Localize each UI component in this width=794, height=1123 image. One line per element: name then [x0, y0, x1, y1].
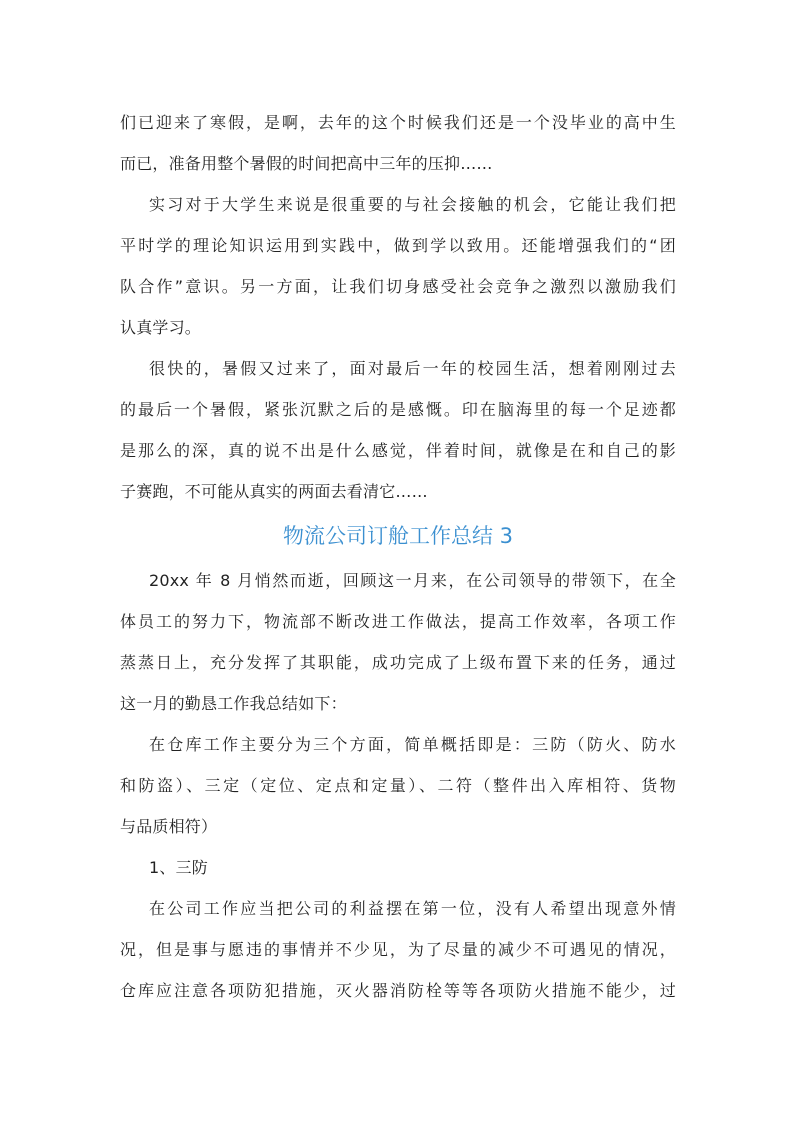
section-heading: 物流公司订舱工作总结 3 [282, 524, 514, 548]
list-heading: 1、三防 [149, 858, 208, 877]
text-line: 而已，准备用整个暑假的时间把高中三年的压抑…… [120, 154, 493, 173]
text-line: 的最后一个暑假，紧张沉默之后的是感慨。印在脑海里的每一个足迹都 [120, 400, 676, 419]
text-line: 子赛跑，不可能从真实的两面去看清它…… [120, 482, 428, 501]
text-line: 仓库应注意各项防犯措施，灭火器消防栓等等各项防火措施不能少，过 [120, 981, 676, 1000]
text-line: 20xx 年 8 月悄然而逝，回顾这一月来，在公司领导的带领下，在全 [149, 571, 676, 590]
text-line: 况，但是事与愿违的事情并不少见，为了尽量的减少不可遇见的情况， [120, 940, 676, 959]
text-line: 和防盗）、三定（定位、定点和定量）、二符（整件出入库相符、货物 [120, 776, 676, 795]
text-line: 体员工的努力下，物流部不断改进工作做法，提高工作效率，各项工作 [120, 612, 676, 631]
paragraph [120, 348, 676, 512]
text-line: 这一月的勤恳工作我总结如下： [120, 694, 347, 713]
text-line: 平时学的理论知识运用到实践中，做到学以致用。还能增强我们的“团 [120, 236, 676, 255]
paragraph [120, 888, 676, 1011]
paragraph [120, 847, 676, 888]
text-line: 队合作”意识。另一方面，让我们切身感受社会竞争之激烈以激励我们 [120, 277, 676, 296]
paragraph [120, 724, 676, 847]
paragraph [120, 184, 676, 348]
text-line: 们已迎来了寒假，是啊，去年的这个时候我们还是一个没毕业的高中生 [120, 113, 676, 132]
text-line: 蒸蒸日上，充分发挥了其职能，成功完成了上级布置下来的任务，通过 [120, 653, 676, 672]
text-line: 认真学习。 [120, 318, 202, 337]
document-page [120, 102, 676, 1011]
paragraph [120, 560, 676, 724]
text-line: 在公司工作应当把公司的利益摆在第一位，没有人希望出现意外情 [149, 899, 676, 918]
text-line: 很快的，暑假又过来了，面对最后一年的校园生活，想着刚刚过去 [149, 359, 676, 378]
text-line: 是那么的深，真的说不出是什么感觉，伴着时间，就像是在和自己的影 [120, 441, 676, 460]
paragraph [120, 102, 676, 184]
text-line: 在仓库工作主要分为三个方面，简单概括即是：三防（防火、防水 [149, 735, 676, 754]
text-line: 与品质相符） [120, 817, 218, 836]
text-line: 实习对于大学生来说是很重要的与社会接触的机会，它能让我们把 [149, 195, 676, 214]
